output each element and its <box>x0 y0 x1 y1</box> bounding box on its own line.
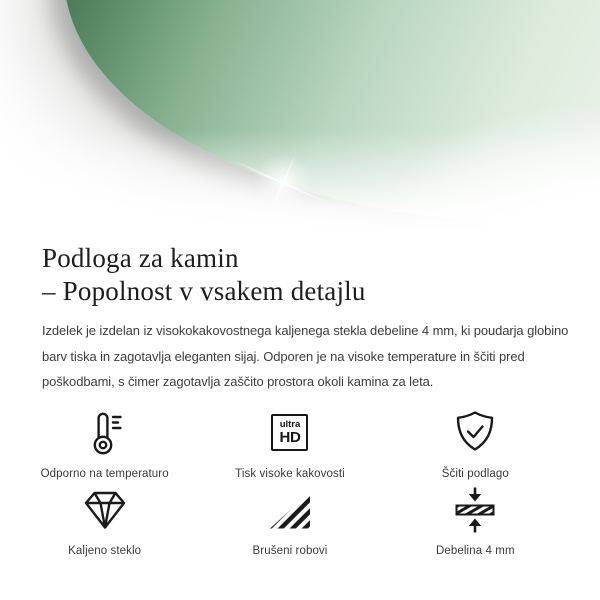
feature-label: Ščiti podlago <box>441 467 509 480</box>
page-title-line2: – Popolnost v vsakem detajlu <box>42 276 366 306</box>
feature-label: Odporno na temperaturo <box>40 467 169 480</box>
feature-label: Tisk visoke kakovosti <box>235 467 345 480</box>
page-title-line1: Podloga za kamin <box>42 243 239 273</box>
feature-item-temperature <box>12 409 197 480</box>
glass-panel-edge <box>64 0 600 223</box>
diamond-icon <box>81 486 129 534</box>
beveled-edge-icon <box>268 486 312 534</box>
feature-label: Brušeni robovi <box>252 544 328 557</box>
thickness-icon <box>453 486 497 534</box>
product-description-text: Izdelek je izdelan iz visokokakovostnega kaljenega stekla debeline 4 mm, ki poudarja globino barv tiska in zagotavlja eleganten sijaj. Odporen je na visoke temperature in ščiti pred poškodbami, s čimer zagotavlja zaščito prostora okoli kamina za leta. <box>42 323 569 389</box>
feature-grid <box>12 409 568 557</box>
feature-item-beveled-edges <box>197 486 382 557</box>
page-title <box>42 242 570 308</box>
thermometer-icon <box>82 409 128 457</box>
feature-label: Debelina 4 mm <box>436 544 515 557</box>
feature-item-thickness <box>383 486 568 557</box>
product-image[interactable] <box>0 0 600 236</box>
feature-item-print-quality <box>197 409 382 480</box>
product-description-block <box>0 242 600 557</box>
feature-item-protection <box>383 409 568 480</box>
feature-item-tempered-glass <box>12 486 197 557</box>
shield-check-icon <box>452 409 498 457</box>
feature-label: Kaljeno steklo <box>68 544 142 557</box>
ultra-hd-icon: ultra HD <box>271 409 308 457</box>
